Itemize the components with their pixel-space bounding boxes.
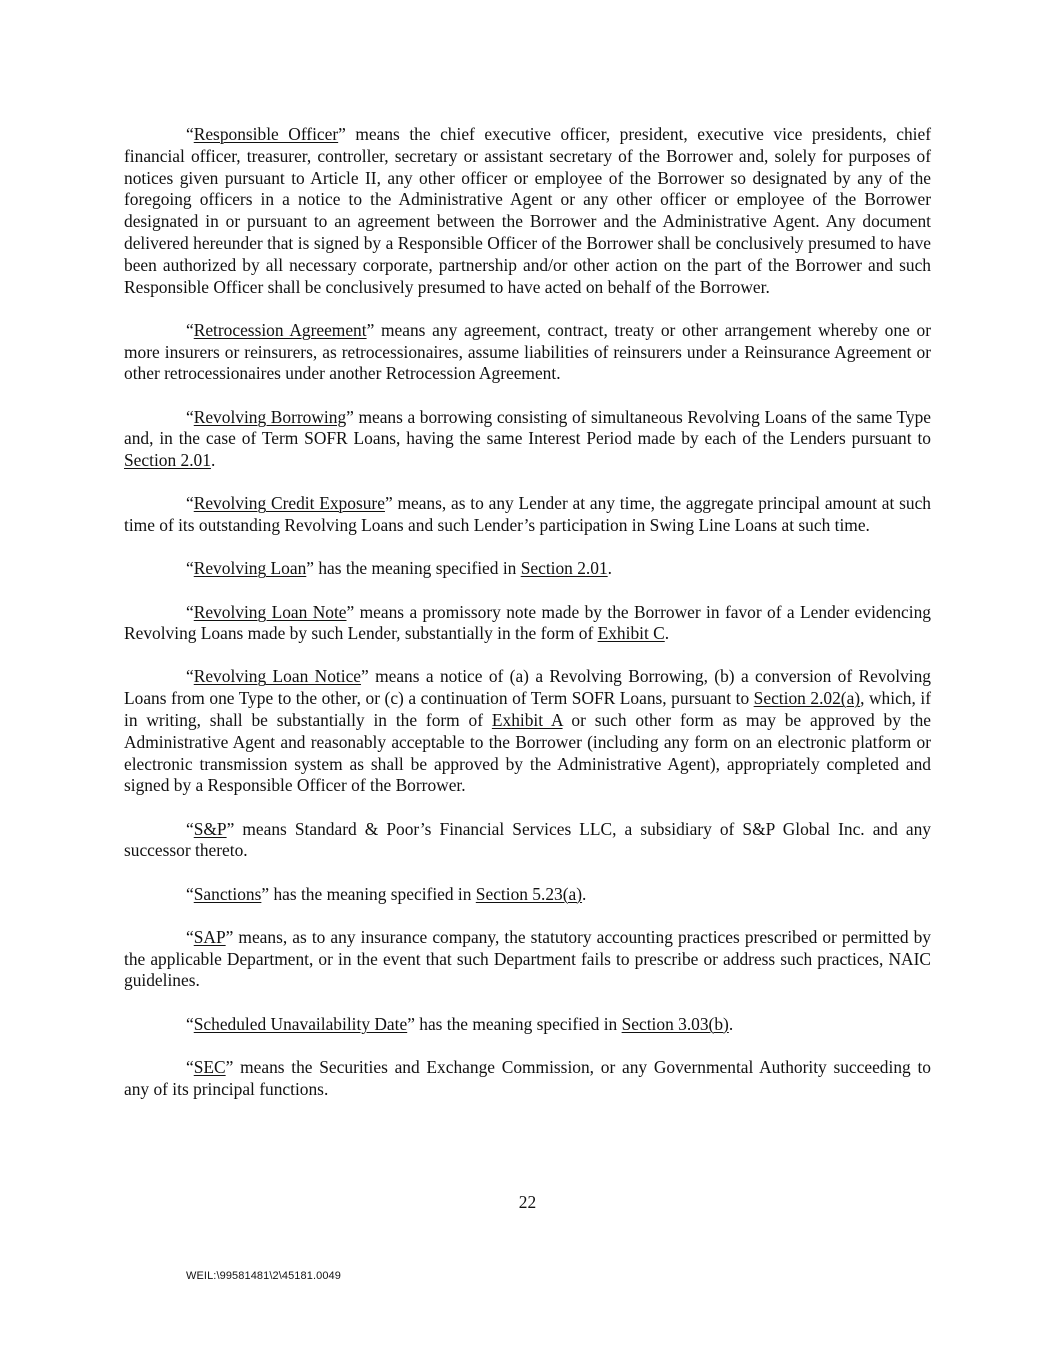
open-quote: “ bbox=[186, 493, 194, 514]
definition-sanctions bbox=[124, 884, 931, 906]
definition-text: ” has the meaning specified in bbox=[407, 1013, 622, 1034]
definition-text: ” means any agreement, contract, treaty or other arrangement whereby one or more insurers or reinsurers, as retrocessionaires, assume liabilities of reinsurers under a Reinsurance Agreement or other retrocessionaires under another Retrocession Agreement. bbox=[124, 319, 931, 384]
definition-text-tail: or such other form as may be approved by the Administrative Agent and reasonably acceptable to the Borrower (including any form on an electronic platform or electronic transmission system as shall be approved by the Administrative Agent), appropriately completed and signed by a Responsible Officer of the Borrower. bbox=[124, 710, 931, 796]
definition-text-tail: . bbox=[582, 883, 587, 904]
document-footer-id: WEIL:\99581481\2\45181.0049 bbox=[186, 1270, 341, 1282]
definition-text-tail: . bbox=[664, 623, 670, 644]
definition-text-tail: . bbox=[728, 1013, 734, 1034]
definition-text: ” means, as to any insurance company, the statutory accounting practices prescribed or permitted by the applicable Department, or in the event that such Department fails to prescribe or address such practices, NAIC guidelines. bbox=[124, 926, 931, 991]
cross-reference: Exhibit C bbox=[597, 623, 665, 644]
cross-reference: Section 5.23(a) bbox=[475, 883, 583, 904]
defined-term: Retrocession Agreement bbox=[193, 319, 367, 340]
definition-revolving-loan bbox=[124, 558, 931, 580]
definition-text: ” means a promissory note made by the Borrower in favor of a Lender evidencing Revolving Loans made by such Lender, substantially in the form of bbox=[124, 601, 931, 644]
definition-text: ” means a notice of (a) a Revolving Borrowing, (b) a conversion of Revolving Loans from one Type to the other, or (c) a continuation of Term SOFR Loans, pursuant to bbox=[124, 666, 931, 709]
defined-term: SEC bbox=[193, 1056, 226, 1077]
definition-revolving-credit-exposure bbox=[124, 493, 931, 537]
definition-revolving-loan-note bbox=[124, 602, 931, 646]
definition-text-tail: . bbox=[210, 450, 216, 471]
definition-text: ” means, as to any Lender at any time, the aggregate principal amount at such time of its outstanding Revolving Loans and such Lender’s participation in Swing Line Loans at such time. bbox=[124, 493, 932, 536]
definition-sec bbox=[124, 1057, 931, 1101]
definition-text-middle: , which, if in writing, shall be substantially in the form of bbox=[124, 688, 931, 731]
cross-reference: Section 2.01 bbox=[124, 450, 211, 471]
cross-reference: Section 3.03(b) bbox=[621, 1013, 729, 1034]
definition-s-and-p bbox=[124, 819, 931, 863]
defined-term: S&P bbox=[193, 818, 227, 839]
defined-term: Sanctions bbox=[193, 883, 262, 904]
defined-term: Revolving Loan bbox=[193, 558, 307, 579]
definition-revolving-loan-notice bbox=[124, 666, 931, 797]
defined-term: SAP bbox=[193, 926, 226, 947]
open-quote: “ bbox=[186, 124, 194, 144]
defined-term: Responsible Officer bbox=[193, 124, 339, 144]
definition-text: ” means a borrowing consisting of simultaneous Revolving Loans of the same Type and, in the case of Term SOFR Loans, having the same Interest Period made by each of the Lenders pursuant to bbox=[124, 406, 931, 449]
open-quote: “ bbox=[186, 558, 194, 579]
open-quote: “ bbox=[186, 406, 194, 427]
defined-term: Revolving Borrowing bbox=[193, 406, 347, 427]
open-quote: “ bbox=[186, 818, 194, 839]
definition-text: ” means the chief executive officer, president, executive vice presidents, chief financial officer, treasurer, controller, secretary or assistant secretary of the Borrower and, solely for purposes of notices given pursuant to Article II, any other officer or employee of the Borrower so designated by any of the foregoing officers in a notice to the Administrative Agent or any other officer or employee of the Borrower designated in or pursuant to an agreement between the Borrower and the Administrative Agent. Any document delivered hereunder that is signed by a Responsible Officer of the Borrower shall be conclusively presumed to have been authorized by all necessary corporate, partnership and/or other action on the part of the Borrower and such Responsible Officer shall be conclusively presumed to have acted on behalf of the Borrower. bbox=[124, 124, 931, 297]
definition-retrocession-agreement bbox=[124, 320, 931, 385]
cross-reference: Exhibit A bbox=[491, 710, 563, 731]
definitions-body bbox=[124, 124, 931, 1122]
page-number: 22 bbox=[518, 1192, 537, 1212]
open-quote: “ bbox=[186, 926, 194, 947]
cross-reference: Section 2.01 bbox=[520, 558, 608, 579]
defined-term: Revolving Loan Notice bbox=[193, 666, 362, 687]
open-quote: “ bbox=[186, 883, 194, 904]
definition-revolving-borrowing bbox=[124, 407, 931, 472]
definition-text: ” has the meaning specified in bbox=[261, 883, 476, 904]
definition-text: ” means Standard & Poor’s Financial Services LLC, a subsidiary of S&P Global Inc. and any successor thereto. bbox=[124, 818, 931, 861]
cross-reference: Section 2.02(a) bbox=[753, 688, 861, 709]
defined-term: Revolving Loan Note bbox=[193, 601, 347, 622]
defined-term: Scheduled Unavailability Date bbox=[193, 1013, 408, 1034]
open-quote: “ bbox=[186, 666, 194, 687]
open-quote: “ bbox=[186, 601, 194, 622]
defined-term: Revolving Credit Exposure bbox=[193, 493, 385, 514]
open-quote: “ bbox=[186, 1056, 194, 1077]
definition-scheduled-unavailability-date bbox=[124, 1014, 931, 1036]
open-quote: “ bbox=[186, 319, 194, 340]
definition-text: ” means the Securities and Exchange Commission, or any Governmental Authority succeeding to any of its principal functions. bbox=[124, 1056, 931, 1099]
definition-sap bbox=[124, 927, 931, 992]
definition-text-tail: . bbox=[607, 558, 613, 579]
definition-text: ” has the meaning specified in bbox=[306, 558, 521, 579]
open-quote: “ bbox=[186, 1013, 194, 1034]
definition-responsible-officer bbox=[124, 124, 931, 298]
